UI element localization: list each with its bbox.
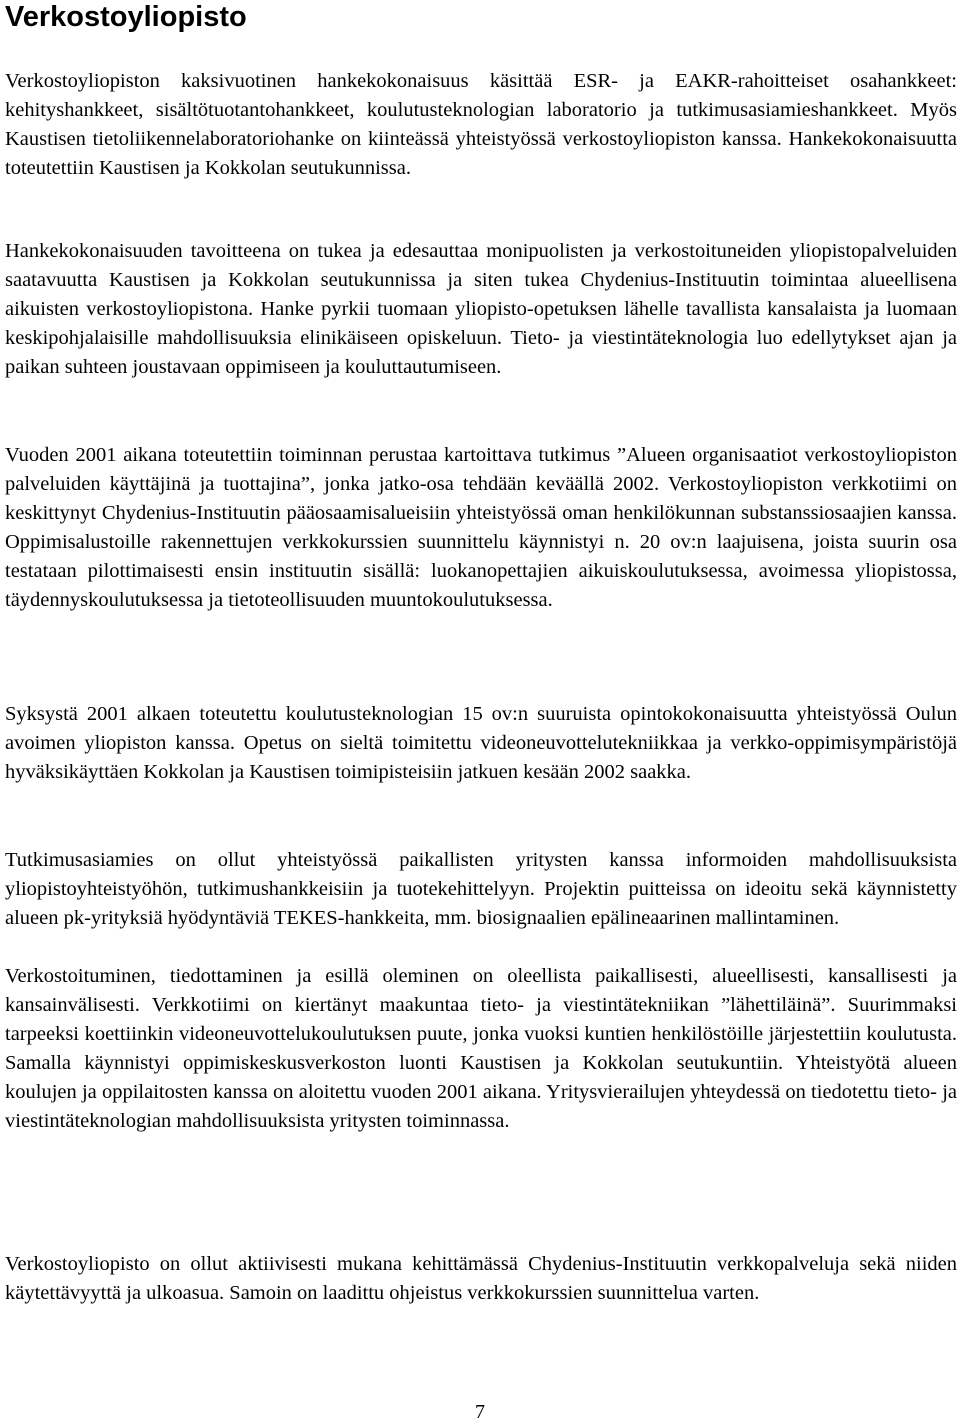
paragraph-goals: Hankekokonaisuuden tavoitteena on tukea ja edesauttaa monipuolisten ja verkostoituneiden yliopistopalveluiden saatavuutta Kaustisen ja Kokkolan seutukunnissa ja siten tukea Chydenius-Instituutin toimintaa alueellisena aikuisten verkostoyliopistona. Hanke pyrkii tuomaan yliopisto-opetuksen lähelle tavallista kansalaista ja luomaan keskipohjalaisille mahdollisuuksia elinikäiseen opiskeluun. Tieto- ja viestintäteknologia luo edellytykset ajan ja paikan suhteen joustavaan oppimiseen ja kouluttautumiseen. <box>5 240 957 378</box>
paragraph-networking: Verkostoituminen, tiedottaminen ja esillä oleminen on oleellista paikallisesti, alueellisesti, kansallisesti ja kansainvälisesti. Verkkotiimi on kiertänyt maakuntaa tieto- ja viestintätekniikan ”lähettiläinä”. Suurimmaksi tarpeeksi koettiinkin videoneuvottelukoulutuksen puute, jonka vuoksi kuntien henkilöstöille järjestettiin koulutusta. Samalla käynnistyi oppimiskeskusverkoston luonti Kaustisen ja Kokkolan seutukuntiin. Yhteistyötä alueen koulujen ja oppilaitosten kanssa on aloitettu vuoden 2001 aikana. Yritysvierailujen yhteydessä on tiedotettu tieto- ja viestintäteknologian mahdollisuuksista yritysten toiminnassa. <box>5 965 957 1132</box>
paragraph-web-services: Verkostoyliopisto on ollut aktiivisesti mukana kehittämässä Chydenius-Instituutin verkkopalveluja sekä niiden käytettävyyttä ja ulkoasua. Samoin on laadittu ohjeistus verkkokurssien suunnittelua varten. <box>5 1253 957 1304</box>
paragraph-research-liaison: Tutkimusasiamies on ollut yhteistyössä paikallisten yritysten kanssa informoiden mahdollisuuksista yliopistoyhteistyöhön, tutkimushankkeisiin ja tuotekehittelyyn. Projektin puitteissa on ideoitu sekä käynnistetty alueen pk-yrityksiä hyödyntäviä TEKES-hankkeita, mm. biosignaalien epälineaarinen mallintaminen. <box>5 849 957 929</box>
page-number: 7 <box>475 1401 485 1423</box>
paragraph-2001-survey: Vuoden 2001 aikana toteutettiin toiminnan perustaa kartoittava tutkimus ”Alueen organisaatiot verkostoyliopiston palveluiden käyttäjinä ja tuottajina”, jonka jatko-osa tehdään keväällä 2002. Verkostoyliopiston verkkotiimi on keskittynyt Chydenius-Instituutin pääosaamisalueisiin yhteistyössä oman henkilökunnan substanssiosaajien kanssa. Oppimisalustoille rakennettujen verkkokurssien suunnittelu käynnistyi n. 20 ov:n laajuisena, joista suurin osa testataan pilottimaisesti ensin instituutin sisällä: luokanopettajien aikuiskoulutuksessa, avoimessa yliopistossa, täydennyskoulutuksessa ja tietoteollisuuden muuntokoulutuksessa. <box>5 444 957 611</box>
paragraph-education-technology: Syksystä 2001 alkaen toteutettu koulutusteknologian 15 ov:n suuruista opintokokonaisuutta yhteistyössä Oulun avoimen yliopiston kanssa. Opetus on sieltä toimitettu videoneuvottelutekniikkaa ja verkko-oppimisympäristöjä hyväksikäyttäen Kokkolan ja Kaustisen toimipisteisiin jatkuen kesään 2002 saakka. <box>5 703 957 783</box>
page-title: Verkostoyliopisto <box>5 1 247 33</box>
document-page <box>5 0 957 1304</box>
paragraph-intro: Verkostoyliopiston kaksivuotinen hankekokonaisuus käsittää ESR- ja EAKR-rahoitteiset osahankkeet: kehityshankkeet, sisältötuotantohankkeet, koulutusteknologian laboratorio ja tutkimusasiamieshankkeet. Myös Kaustisen tietoliikennelaboratoriohanke on kiinteässä yhteistyössä verkostoyliopiston kanssa. Hankekokonaisuutta toteutettiin Kaustisen ja Kokkolan seutukunnissa. <box>5 70 957 179</box>
